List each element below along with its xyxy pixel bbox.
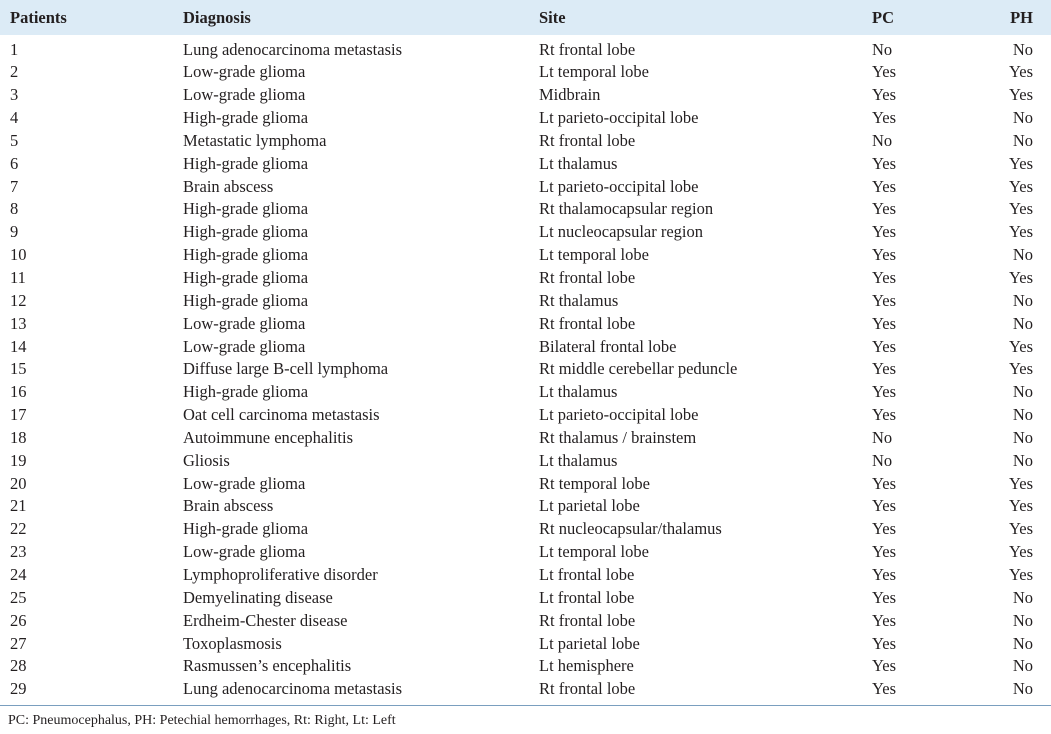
- header-patients: Patients: [10, 7, 67, 27]
- table-row: [0, 427, 1051, 450]
- cell-site: Rt thalamocapsular region: [539, 199, 714, 219]
- cell-ph: No: [1012, 656, 1033, 676]
- cell-site: Lt nucleocapsular region: [539, 222, 704, 242]
- cell-pc: No: [872, 40, 893, 59]
- cell-patient: 1: [10, 40, 19, 59]
- cell-ph: No: [1012, 245, 1033, 265]
- cell-site: Rt thalamus / brainstem: [539, 427, 697, 447]
- cell-patient: 11: [10, 268, 26, 288]
- table-row: [0, 655, 1051, 678]
- cell-pc: Yes: [872, 405, 897, 425]
- table-row: [0, 312, 1051, 335]
- table-body: [0, 35, 1051, 701]
- cell-pc: Yes: [872, 108, 897, 128]
- cell-site: Rt frontal lobe: [539, 130, 636, 150]
- cell-ph: No: [1012, 40, 1033, 59]
- table-row: [0, 632, 1051, 655]
- cell-diagnosis: Oat cell carcinoma metastasis: [183, 405, 380, 425]
- cell-ph: Yes: [1008, 473, 1033, 493]
- cell-diagnosis: High-grade glioma: [183, 268, 309, 288]
- table-row: [0, 564, 1051, 587]
- cell-site: Lt frontal lobe: [539, 587, 635, 607]
- cell-patient: 15: [10, 359, 27, 379]
- cell-patient: 8: [10, 199, 19, 219]
- table-row: [0, 221, 1051, 244]
- cell-diagnosis: Low-grade glioma: [183, 542, 306, 562]
- cell-diagnosis: High-grade glioma: [183, 382, 309, 402]
- table-row: [0, 35, 1051, 61]
- cell-ph: No: [1012, 405, 1033, 425]
- cell-ph: Yes: [1008, 176, 1033, 196]
- cell-diagnosis: Brain abscess: [183, 496, 274, 516]
- cell-pc: Yes: [872, 222, 897, 242]
- cell-pc: Yes: [872, 359, 897, 379]
- cell-ph: Yes: [1008, 542, 1033, 562]
- cell-ph: Yes: [1008, 519, 1033, 539]
- cell-diagnosis: Low-grade glioma: [183, 336, 306, 356]
- cell-patient: 18: [10, 427, 27, 447]
- cell-pc: Yes: [872, 610, 897, 630]
- cell-ph: No: [1012, 427, 1033, 447]
- cell-patient: 12: [10, 290, 27, 310]
- cell-ph: No: [1012, 450, 1033, 470]
- cell-site: Midbrain: [539, 85, 601, 105]
- cell-ph: Yes: [1008, 85, 1033, 105]
- cell-pc: Yes: [872, 336, 897, 356]
- cell-patient: 29: [10, 679, 27, 699]
- cell-patient: 23: [10, 542, 27, 562]
- table-row: [0, 541, 1051, 564]
- cell-pc: No: [872, 427, 893, 447]
- cell-patient: 3: [10, 85, 19, 105]
- cell-site: Rt frontal lobe: [539, 679, 636, 699]
- cell-diagnosis: Metastatic lymphoma: [183, 130, 327, 150]
- cell-patient: 2: [10, 62, 19, 82]
- cell-ph: Yes: [1008, 222, 1033, 242]
- cell-pc: Yes: [872, 656, 897, 676]
- cell-patient: 5: [10, 130, 19, 150]
- table-row: [0, 198, 1051, 221]
- cell-patient: 17: [10, 405, 27, 425]
- cell-patient: 20: [10, 473, 27, 493]
- cell-patient: 7: [10, 176, 19, 196]
- cell-pc: Yes: [872, 176, 897, 196]
- cell-patient: 9: [10, 222, 19, 242]
- table-row: [0, 586, 1051, 609]
- table-row: [0, 107, 1051, 130]
- cell-diagnosis: Lung adenocarcinoma metastasis: [183, 40, 403, 59]
- cell-patient: 27: [10, 633, 27, 653]
- cell-diagnosis: Diffuse large B-cell lymphoma: [183, 359, 389, 379]
- table-row: [0, 61, 1051, 84]
- cell-site: Lt parieto-occipital lobe: [539, 108, 699, 128]
- cell-pc: Yes: [872, 313, 897, 333]
- cell-ph: No: [1012, 633, 1033, 653]
- table-row: [0, 152, 1051, 175]
- cell-ph: No: [1012, 313, 1033, 333]
- cell-patient: 21: [10, 496, 27, 516]
- cell-diagnosis: High-grade glioma: [183, 222, 309, 242]
- cell-ph: Yes: [1008, 359, 1033, 379]
- cell-pc: Yes: [872, 496, 897, 516]
- table-row: [0, 84, 1051, 107]
- cell-diagnosis: Erdheim-Chester disease: [183, 610, 348, 630]
- cell-ph: Yes: [1008, 62, 1033, 82]
- table-row: [0, 518, 1051, 541]
- cell-pc: Yes: [872, 268, 897, 288]
- cell-diagnosis: High-grade glioma: [183, 519, 309, 539]
- cell-site: Lt temporal lobe: [539, 542, 649, 562]
- cell-ph: No: [1012, 290, 1033, 310]
- cell-site: Rt nucleocapsular/thalamus: [539, 519, 722, 539]
- cell-diagnosis: Lymphoproliferative disorder: [183, 564, 378, 584]
- table-row: [0, 244, 1051, 267]
- cell-ph: Yes: [1008, 336, 1033, 356]
- cell-diagnosis: Autoimmune encephalitis: [183, 427, 354, 447]
- cell-patient: 22: [10, 519, 27, 539]
- cell-pc: Yes: [872, 85, 897, 105]
- cell-diagnosis: Toxoplasmosis: [183, 633, 282, 653]
- cell-pc: No: [872, 450, 893, 470]
- cell-patient: 24: [10, 564, 27, 584]
- table-row: [0, 609, 1051, 632]
- cell-site: Lt temporal lobe: [539, 62, 649, 82]
- cell-patient: 4: [10, 108, 19, 128]
- cell-site: Bilateral frontal lobe: [539, 336, 677, 356]
- cell-site: Rt temporal lobe: [539, 473, 650, 493]
- cell-ph: Yes: [1008, 268, 1033, 288]
- cell-patient: 26: [10, 610, 27, 630]
- cell-diagnosis: Low-grade glioma: [183, 473, 306, 493]
- cell-ph: No: [1012, 130, 1033, 150]
- cell-patient: 6: [10, 153, 19, 173]
- table-row: [0, 472, 1051, 495]
- cell-ph: No: [1012, 587, 1033, 607]
- cell-diagnosis: Gliosis: [183, 450, 230, 470]
- cell-patient: 14: [10, 336, 27, 356]
- cell-diagnosis: Low-grade glioma: [183, 62, 306, 82]
- cell-pc: Yes: [872, 542, 897, 562]
- cell-pc: Yes: [872, 290, 897, 310]
- cell-pc: Yes: [872, 564, 897, 584]
- header-site: Site: [539, 7, 566, 27]
- cell-site: Lt thalamus: [539, 450, 618, 470]
- cell-site: Lt frontal lobe: [539, 564, 635, 584]
- cell-pc: Yes: [872, 473, 897, 493]
- cell-patient: 28: [10, 656, 27, 676]
- cell-patient: 10: [10, 245, 27, 265]
- cell-site: Rt frontal lobe: [539, 610, 636, 630]
- table-row: [0, 381, 1051, 404]
- cell-site: Lt thalamus: [539, 153, 618, 173]
- cell-site: Rt thalamus: [539, 290, 619, 310]
- cell-site: Lt hemisphere: [539, 656, 634, 676]
- header-diagnosis: Diagnosis: [183, 7, 251, 27]
- cell-diagnosis: High-grade glioma: [183, 153, 309, 173]
- cell-pc: Yes: [872, 153, 897, 173]
- cell-patient: 16: [10, 382, 27, 402]
- cell-pc: Yes: [872, 679, 897, 699]
- cell-site: Lt parietal lobe: [539, 633, 640, 653]
- cell-pc: Yes: [872, 199, 897, 219]
- cell-diagnosis: Brain abscess: [183, 176, 274, 196]
- cell-diagnosis: Demyelinating disease: [183, 587, 333, 607]
- cell-pc: Yes: [872, 633, 897, 653]
- cell-ph: No: [1012, 610, 1033, 630]
- cell-pc: Yes: [872, 62, 897, 82]
- table-row: [0, 358, 1051, 381]
- cell-ph: Yes: [1008, 153, 1033, 173]
- cell-diagnosis: High-grade glioma: [183, 245, 309, 265]
- cell-diagnosis: High-grade glioma: [183, 108, 309, 128]
- cell-patient: 19: [10, 450, 27, 470]
- table-row: [0, 289, 1051, 312]
- table-row: [0, 449, 1051, 472]
- cell-site: Lt parieto-occipital lobe: [539, 176, 699, 196]
- cell-site: Rt frontal lobe: [539, 40, 636, 59]
- cell-pc: Yes: [872, 382, 897, 402]
- header-pc: PC: [872, 7, 894, 27]
- cell-ph: Yes: [1008, 496, 1033, 516]
- table-row: [0, 130, 1051, 153]
- cell-pc: No: [872, 130, 893, 150]
- table-row: [0, 175, 1051, 198]
- cell-diagnosis: Low-grade glioma: [183, 313, 306, 333]
- table-header-row: [0, 0, 1051, 35]
- cell-diagnosis: Lung adenocarcinoma metastasis: [183, 679, 403, 699]
- cell-ph: Yes: [1008, 564, 1033, 584]
- cell-site: Rt frontal lobe: [539, 313, 636, 333]
- cell-site: Rt middle cerebellar peduncle: [539, 359, 738, 379]
- cell-pc: Yes: [872, 245, 897, 265]
- cell-site: Rt frontal lobe: [539, 268, 636, 288]
- table-row: [0, 404, 1051, 427]
- table-row: [0, 267, 1051, 290]
- cell-diagnosis: High-grade glioma: [183, 290, 309, 310]
- cell-ph: No: [1012, 382, 1033, 402]
- cell-diagnosis: Low-grade glioma: [183, 85, 306, 105]
- cell-patient: 13: [10, 313, 27, 333]
- bottom-rule: [0, 705, 1051, 706]
- cell-ph: No: [1012, 679, 1033, 699]
- table-row: [0, 335, 1051, 358]
- cell-pc: Yes: [872, 587, 897, 607]
- cell-diagnosis: Rasmussen’s encephalitis: [183, 656, 352, 676]
- cell-pc: Yes: [872, 519, 897, 539]
- cell-ph: Yes: [1008, 199, 1033, 219]
- table-row: [0, 495, 1051, 518]
- header-ph: PH: [1010, 7, 1033, 27]
- cell-patient: 25: [10, 587, 27, 607]
- cell-site: Lt parietal lobe: [539, 496, 640, 516]
- cell-diagnosis: High-grade glioma: [183, 199, 309, 219]
- table-footnote: PC: Pneumocephalus, PH: Petechial hemorrhages, Rt: Right, Lt: Left: [8, 713, 396, 728]
- cell-site: Lt thalamus: [539, 382, 618, 402]
- cell-site: Lt temporal lobe: [539, 245, 649, 265]
- cell-ph: No: [1012, 108, 1033, 128]
- table-row: [0, 678, 1051, 701]
- cell-site: Lt parieto-occipital lobe: [539, 405, 699, 425]
